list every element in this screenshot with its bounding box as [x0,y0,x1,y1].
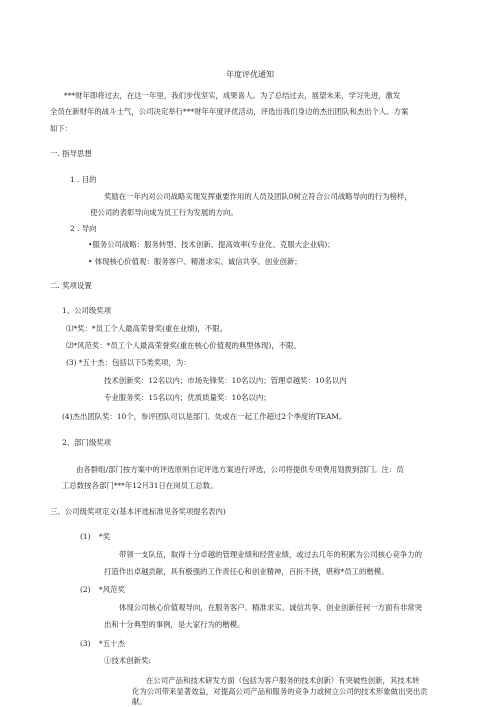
intro-line-1: ***财年即将过去，在这一年里，我们步伐坚实，成果喜人。为了总结过去，展望未来，学习先进，激发 [64,91,401,100]
s3-item-1-title: *奖 [99,532,111,541]
s3-item-2-title: *风范奖 [99,585,125,594]
s3-item-3-line-2: 化为公司带来显著效益，对提高公司产品和服务的竞争力或树立公司的技术形象做出突出贡 [132,687,428,696]
s2-dept-heading: 2、部门级奖项 [62,438,112,447]
s2-award-3-list-2: 专业服务奖：15名以内；优质质量奖：10名以内； [104,393,271,402]
s3-item-2-line-2: 出和十分典型的事例，是大家行为的楷模。 [104,620,245,629]
intro-line-2: 全员在新财年的战斗士气，公司决定举行***财年年度评优活动，评选出我们身边的杰出团队和杰出个人。方案 [50,107,409,116]
s1-guide-heading: 2 . 导向 [70,224,97,233]
s2-dept-line-1: 由各群组/部门按方案中的评选原则自定评选方案进行评选，公司将提供专项费用划拨到部门。注：员 [76,465,404,474]
s3-item-1-line-2: 打造作出卓越贡献，具有极强的工作责任心和创业精神，百折不挠，堪称*员工的楷模。 [104,567,389,576]
intro-line-3: 如下： [50,124,73,133]
s3-item-1-number: (1) [80,532,91,541]
s3-item-3-subheading: ①技术创新奖: [104,656,151,665]
doc-title: 年度评优通知 [226,70,274,79]
s2-award-3: (3) *五十杰：包括以下5类奖项，为： [66,358,191,367]
s1-purpose-line-2: 使公司的表彰导向成为员工行为发展的方向。 [90,208,238,217]
s2-award-2: ⑵*风范奖：*员工个人最高荣誉奖(重在核心价值观的典型体现)，不限。 [66,341,301,350]
s1-guide-bullet-2: • 体现核心价值观：服务客户、精准求实、诚信共享、创业创新； [88,257,302,266]
s2-award-3-list-1: 技术创新奖：12名以内；市场先锋奖：10名以内；管理卓越奖：10名以内 [104,376,347,385]
s3-item-3-line-3: 献。 [132,697,147,706]
section-1-heading: 一. 指导思想 [50,149,92,158]
s3-item-3-line-1: 在公司产品和技术研发方面（包括为客户服务的技术创新）有突破性创新，其技术转 [146,676,420,685]
s1-purpose-heading: 1 . 目的 [70,175,97,184]
s1-guide-bullet-1: •服务公司战略：服务转型、技术创新、提高效率(专业化、克服大企业病)； [88,240,335,249]
s3-item-3-title: *五十杰 [99,639,125,648]
s3-item-1-line-1: 带领一支队伍，取得十分卓越的管理业绩和经营业绩，或过去几年的积累为公司核心竞争力的 [119,550,423,559]
s1-purpose-line-1: 奖励在一年内对公司战略实现发挥重要作用的人员及团队0树立符合公司战略导向的行为榜样， [104,192,412,201]
section-2-heading: 二. 奖项设置 [50,281,92,290]
s2-award-1: ⑴*奖：*员工个人最高荣誉奖(重在业绩)，不限。 [66,324,227,333]
s3-item-3-number: (3) [80,639,91,648]
section-3-heading: 三、公司级奖项定义(基本评选标准见各奖项提名表内) [50,507,226,516]
s3-item-2-number: (2) [80,585,91,594]
s2-award-4: (4)杰出团队奖：10个，参评团队可以是部门、处或在一起工作超过2个季度的TEAM。 [62,412,347,421]
s2-dept-line-2: 工总数按各部门***年12月31日在岗员工总数。 [62,481,218,490]
s3-item-2-line-1: 体现公司核心价值观导向，在服务客户、精准求实、诚信共享、创业创新任何一方面有非常突 [119,603,423,612]
s2-company-heading: 1、公司级奖项 [62,306,112,315]
